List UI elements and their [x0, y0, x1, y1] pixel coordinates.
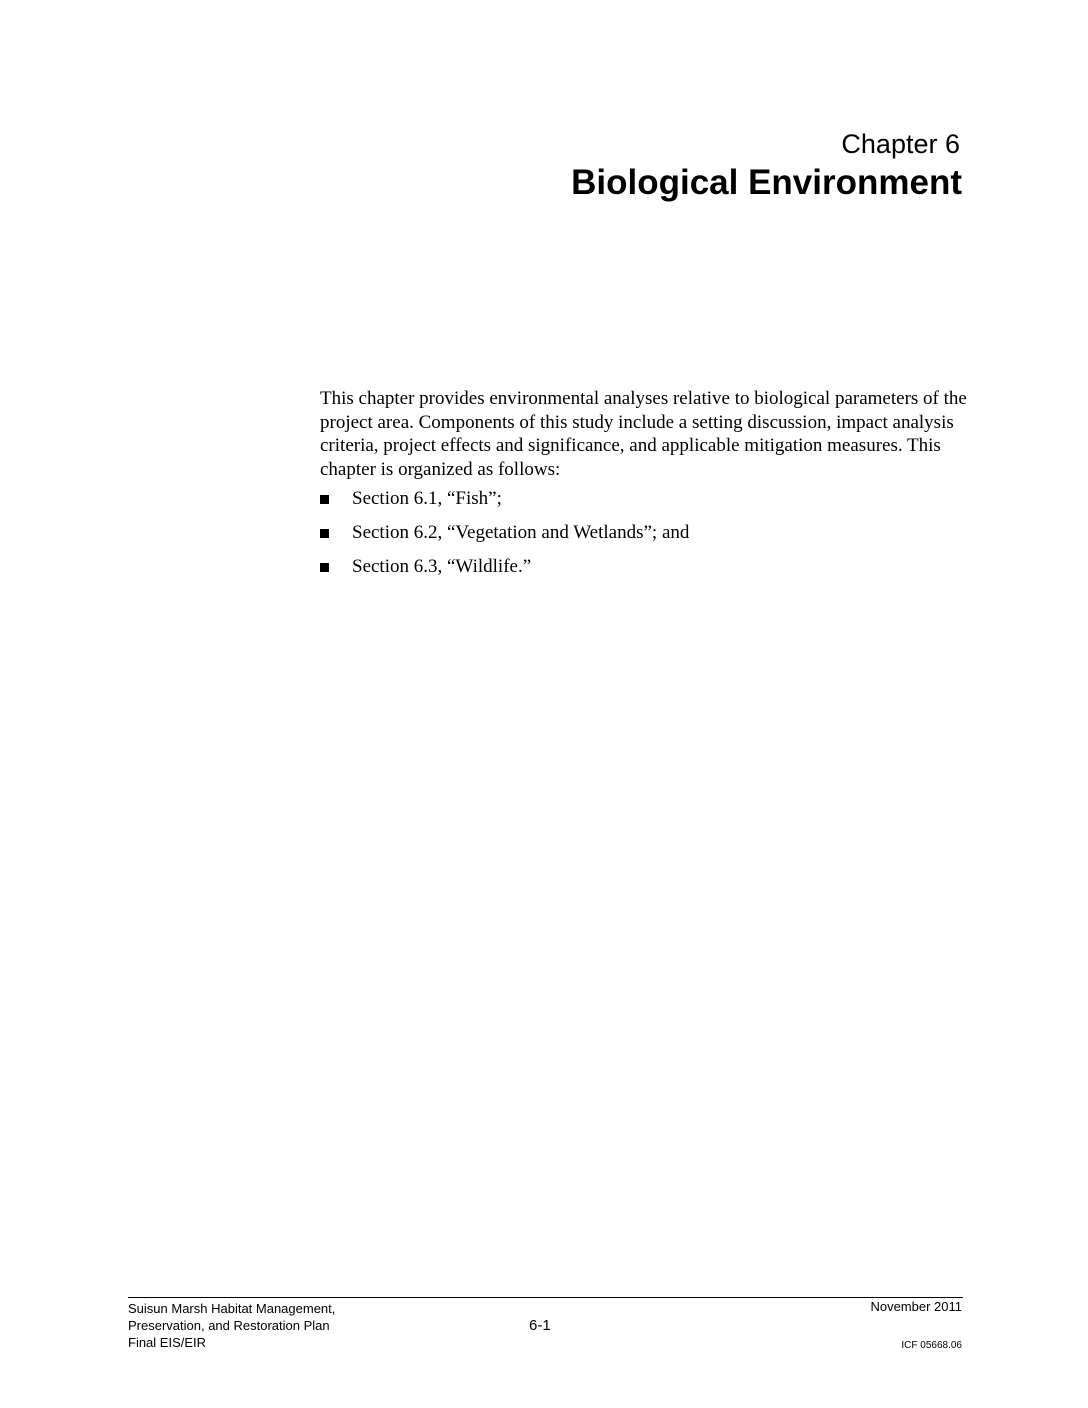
footer-project-code: ICF 05668.06: [901, 1340, 962, 1351]
list-item: [320, 487, 689, 511]
footer-document-title: [128, 1300, 335, 1351]
square-bullet-icon: [320, 529, 329, 538]
footer-divider: [128, 1297, 963, 1298]
list-item-text: Section 6.1, “Fish”;: [352, 488, 502, 509]
page-number: 6-1: [529, 1317, 551, 1334]
list-item-text: Section 6.2, “Vegetation and Wetlands”; and: [352, 522, 690, 543]
list-item: [320, 521, 689, 545]
list-item: [320, 555, 689, 579]
chapter-label: Chapter 6: [841, 129, 960, 159]
square-bullet-icon: [320, 495, 329, 504]
footer-title-line: Preservation, and Restoration Plan: [128, 1318, 330, 1333]
chapter-title: Biological Environment: [571, 163, 962, 202]
footer-title-line: Suisun Marsh Habitat Management,: [128, 1301, 336, 1316]
square-bullet-icon: [320, 563, 329, 572]
intro-paragraph: This chapter provides environmental analyses relative to biological parameters of the project area. Components of this study include a setting discussion, impact analysis criteria, project effects and significance, and applicable mitigation measures. This chapter is organized as follows:: [320, 388, 967, 480]
list-item-text: Section 6.3, “Wildlife.”: [352, 556, 532, 577]
section-list: [320, 487, 689, 589]
footer-date: November 2011: [870, 1299, 962, 1314]
footer-title-line: Final EIS/EIR: [128, 1335, 207, 1350]
